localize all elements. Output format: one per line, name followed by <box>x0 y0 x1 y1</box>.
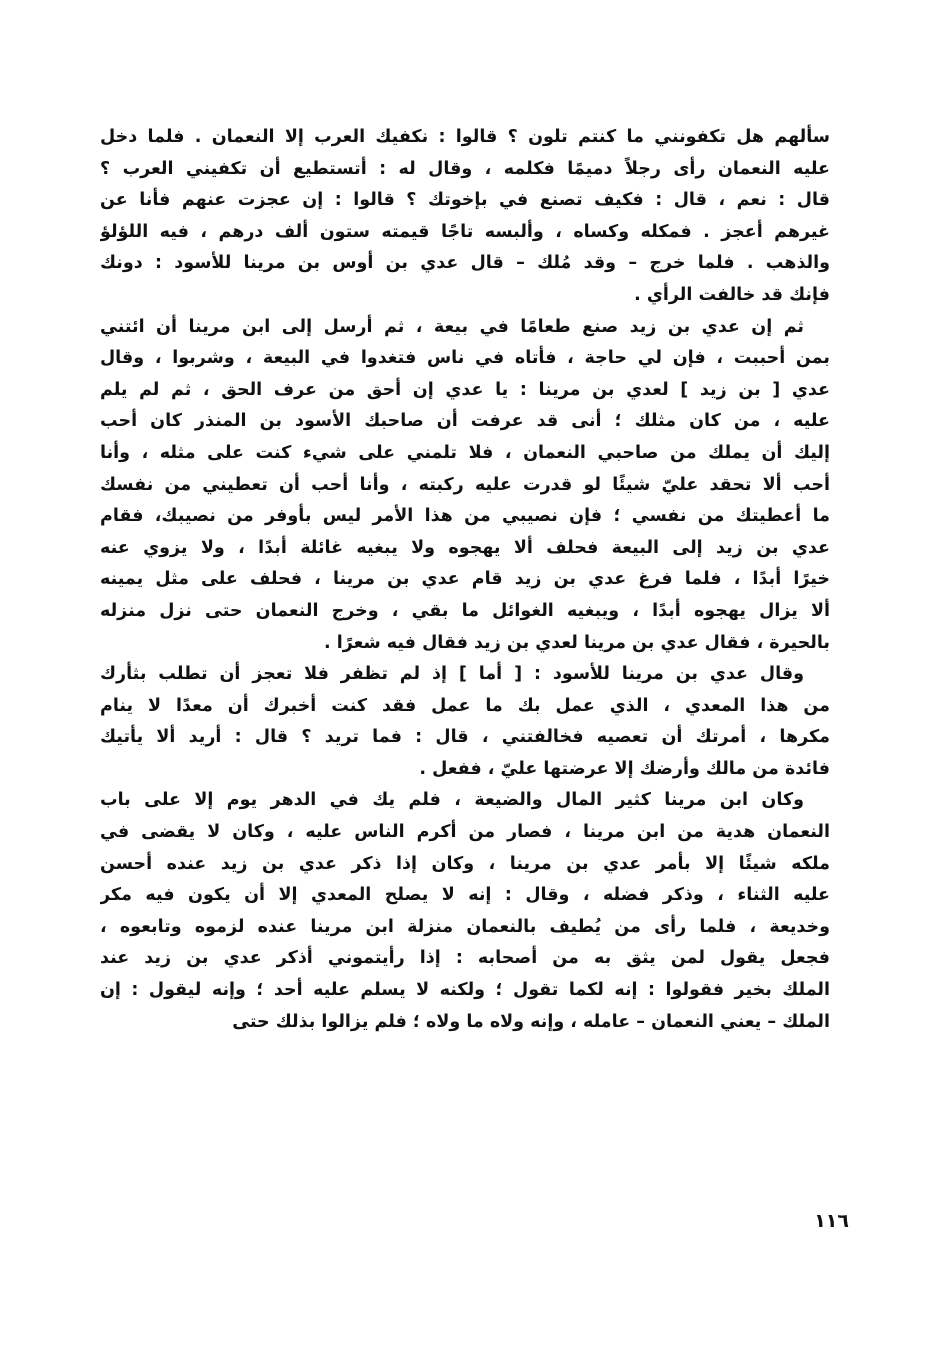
text-line: مكرها ، أمرتك أن تعصيه فخالفتني ، قال : فما تريد ؟ قال : أريد ألا يأتيك <box>100 727 830 748</box>
text-line: فائدة من مالك وأرضك إلا عرضتها عليّ ، ففعل . <box>419 758 830 779</box>
text-line: والذهب . فلما خرج – وقد مُلك – قال عدي بن أوس بن مرينا للأسود : دونك <box>100 253 830 274</box>
text-line: خيرًا أبدًا ، فلما فرغ عدي بن زيد قام عدي بن مرينا ، فحلف على مثل يمينه <box>100 569 830 590</box>
text-line: أحب ألا تحقد عليّ شيئًا لو قدرت عليه ركبته ، وأنا أحب أن تعطيني من نفسك <box>100 474 830 495</box>
text-line: عليه النعمان رأى رجلاً دميمًا فكلمه ، وقال له : أتستطيع أن تكفيني العرب ؟ <box>100 158 830 179</box>
text-line: الملك بخير فقولوا : إنه لكما تقول ؛ ولكنه لا يسلم عليه أحد ؛ وإنه ليقول : إن <box>100 980 830 1001</box>
text-line: فجعل يقول لمن يثق به من أصحابه : إذا رأيتموني أذكر عدي بن زيد عند <box>100 948 830 969</box>
text-line: الملك – يعني النعمان – عامله ، وإنه ولاه ما ولاه ؛ فلم يزالوا بذلك حتى <box>232 1011 830 1032</box>
text-line: إليك أن يملك من صاحبي النعمان ، فلا تلمني على شيء كنت على مثله ، وأنا <box>100 442 830 463</box>
text-line: غيرهم أعجز . فمكله وكساه ، وألبسه تاجًا قيمته ستون ألف درهم ، فيه اللؤلؤ <box>100 221 830 242</box>
text-line: قال : نعم ، قال : فكيف تصنع في بإخوتك ؟ قالوا : إن عجزت عنهم فأنا عن <box>100 190 830 211</box>
text-line: وكان ابن مرينا كثير المال والضيعة ، فلم يك في الدهر يوم إلا على باب <box>100 790 804 811</box>
text-line: وقال عدي بن مرينا للأسود : [ أما ] إذ لم تظفر فلا تعجز أن تطلب بثأرك <box>100 664 804 685</box>
page-number: ١١٦ <box>814 1210 849 1232</box>
text-line: بمن أحببت ، فإن لي حاجة ، فأتاه في ناس فتغدوا في البيعة ، وشربوا ، وقال <box>100 348 830 369</box>
text-line: النعمان هدية من ابن مرينا ، فصار من أكرم الناس عليه ، وكان لا يقضى في <box>100 822 830 843</box>
text-line: ملكه شيئًا إلا بأمر عدي بن مرينا ، وكان إذا ذكر عدي بن زيد عنده أحسن <box>100 853 830 874</box>
text-line: بالحيرة ، فقال عدي بن مرينا لعدي بن زيد فقال فيه شعرًا . <box>324 632 830 653</box>
text-line: سألهم هل تكفونني ما كنتم تلون ؟ قالوا : نكفيك العرب إلا النعمان . فلما دخل <box>100 127 830 147</box>
text-line: ثم إن عدي بن زيد صنع طعامًا في بيعة ، ثم أرسل إلى ابن مرينا أن ائتني <box>100 316 804 337</box>
text-line: عليه الثناء ، وذكر فضله ، وقال : إنه لا يصلح المعدي إلا أن يكون فيه مكر <box>100 885 830 906</box>
text-line: ألا يزال يهجوه أبدًا ، ويبغيه الغوائل ما بقي ، وخرج النعمان حتى نزل منزله <box>100 600 830 621</box>
text-line: عدي بن زيد إلى البيعة فحلف ألا يهجوه ولا يبغيه غائلة أبدًا ، ولا يزوي عنه <box>100 537 830 558</box>
text-line: عليه ، من كان مثلك ؛ أنى قد عرفت أن صاحبك الأسود بن المنذر كان أحب <box>100 411 830 432</box>
text-line: عدي [ بن زيد ] لعدي بن مرينا : يا عدي إن أحق من عرف الحق ، ثم لم يلم <box>100 379 830 400</box>
text-line: من هذا المعدي ، الذي عمل بك ما عمل فقد كنت أخبرك أن معدًا لا ينام <box>100 695 830 716</box>
body-text <box>100 122 830 1038</box>
text-line: فإنك قد خالفت الرأي . <box>634 284 830 305</box>
text-line: وخديعة ، فلما رأى من يُطيف بالنعمان منزلة ابن مرينا عنده لزموه وتابعوه ، <box>100 916 830 937</box>
text-line: ما أعطيتك من نفسي ؛ فإن نصيبي من هذا الأمر ليس بأوفر من نصيبك، فقام <box>100 506 830 527</box>
